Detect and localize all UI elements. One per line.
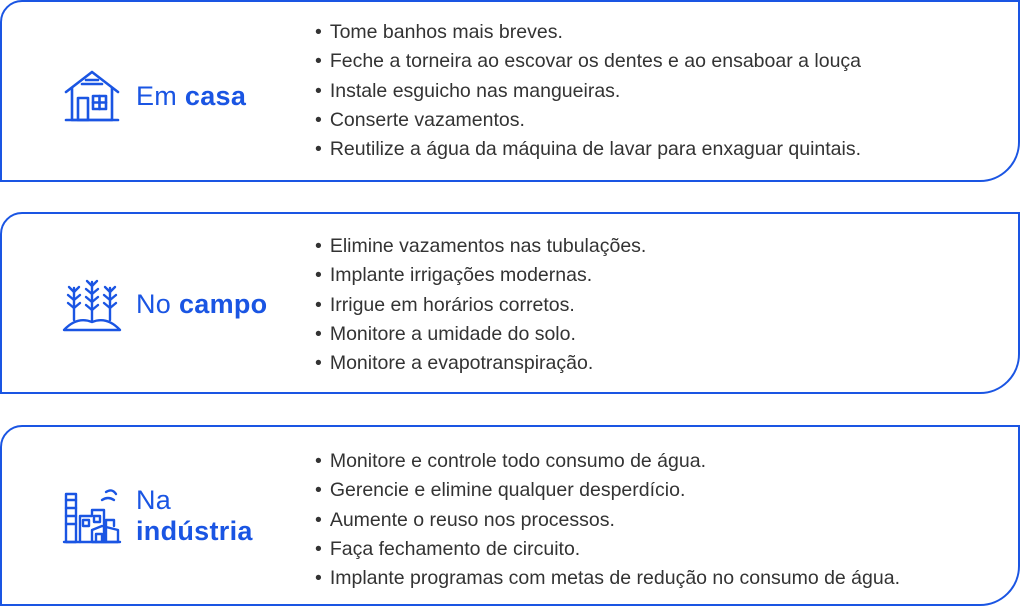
wheat-field-icon <box>62 274 122 334</box>
list-item: • Monitore e controle todo consumo de água. <box>315 447 900 476</box>
tips-list <box>315 18 861 164</box>
section-title <box>136 485 253 547</box>
list-item: • Implante programas com metas de redução no consumo de água. <box>315 564 900 593</box>
list-item: • Monitore a evapotranspiração. <box>315 349 646 378</box>
card-na-industria <box>0 425 1020 606</box>
list-item: • Faça fechamento de circuito. <box>315 535 900 564</box>
section-title-bold: indústria <box>136 516 253 546</box>
tips-list <box>315 232 646 378</box>
list-item: • Instale esguicho nas mangueiras. <box>315 77 861 106</box>
section-title-bold: campo <box>178 289 268 319</box>
card-header <box>62 66 246 126</box>
section-title-bold: casa <box>184 81 247 111</box>
list-item: • Conserte vazamentos. <box>315 106 861 135</box>
list-item: • Gerencie e elimine qualquer desperdício. <box>315 476 900 505</box>
list-item: • Irrigue em horários corretos. <box>315 291 646 320</box>
list-item: • Aumente o reuso nos processos. <box>315 506 900 535</box>
section-title <box>136 81 246 111</box>
card-header <box>62 485 253 547</box>
card-em-casa <box>0 0 1020 182</box>
card-no-campo <box>0 212 1020 394</box>
list-item: • Implante irrigações modernas. <box>315 261 646 290</box>
house-icon <box>62 66 122 126</box>
list-item: • Monitore a umidade do solo. <box>315 320 646 349</box>
list-item: • Elimine vazamentos nas tubulações. <box>315 232 646 261</box>
section-title-light: Em <box>136 81 178 111</box>
card-header <box>62 274 267 334</box>
factory-icon <box>62 486 122 546</box>
section-title-light: Na <box>136 485 172 515</box>
list-item: • Feche a torneira ao escovar os dentes e ao ensaboar a louça <box>315 47 861 76</box>
list-item: • Reutilize a água da máquina de lavar para enxaguar quintais. <box>315 135 861 164</box>
list-item: • Tome banhos mais breves. <box>315 18 861 47</box>
tips-list <box>315 447 900 593</box>
section-title <box>136 289 267 319</box>
section-title-light: No <box>136 289 172 319</box>
